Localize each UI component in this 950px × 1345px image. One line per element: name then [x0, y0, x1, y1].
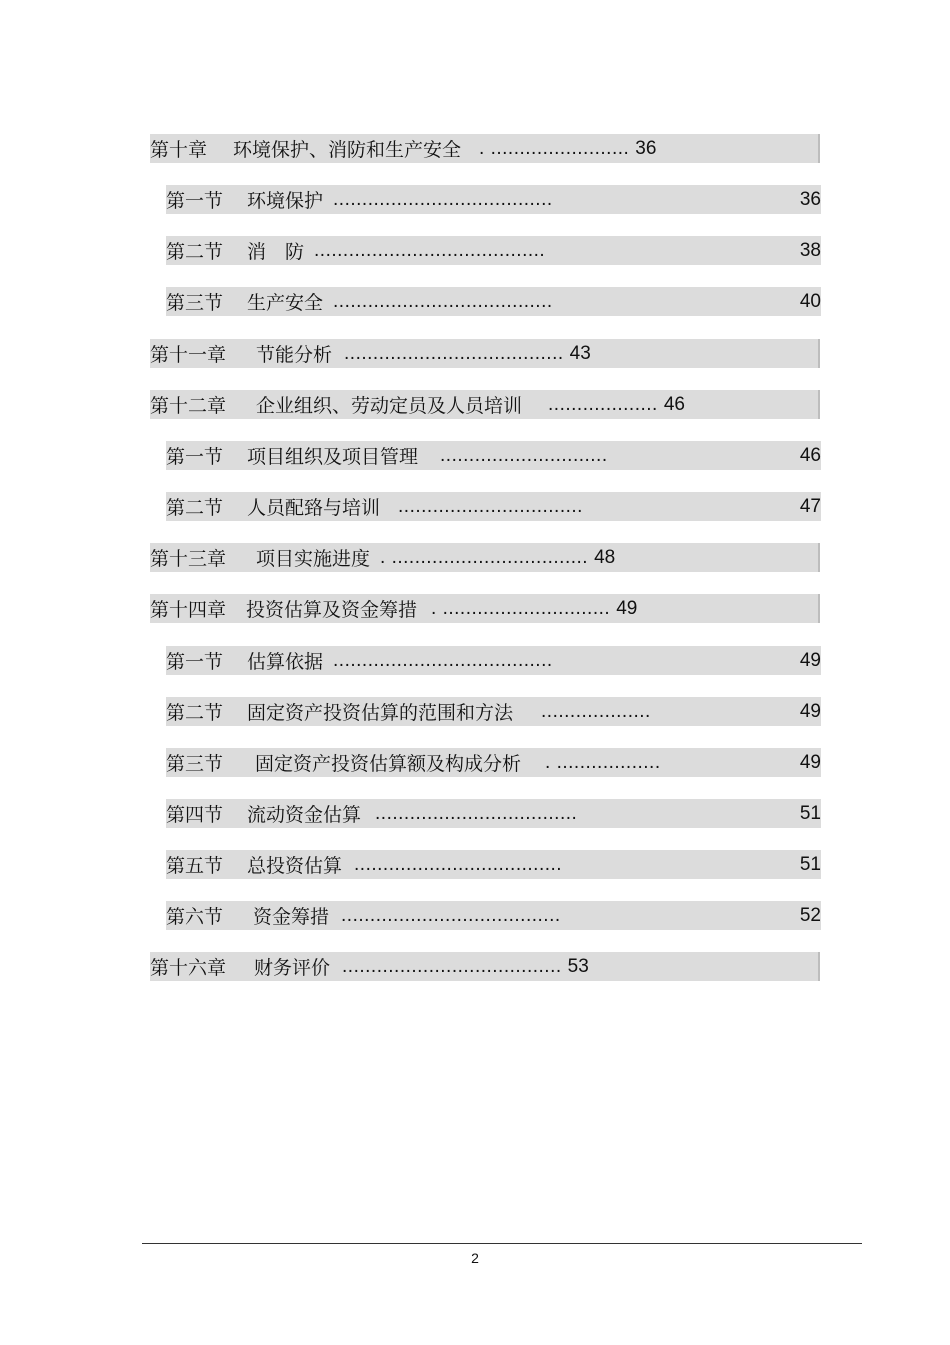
row-edge — [818, 543, 820, 572]
toc-section-title: 环境保护 — [247, 190, 324, 212]
toc-page-number: 49 — [616, 597, 638, 619]
toc-page-number: 40 — [799, 290, 821, 312]
toc-section-number: 第一节 — [166, 190, 224, 212]
toc-page-number: 52 — [799, 904, 821, 926]
toc-leader-dots: . ........................ — [479, 137, 630, 159]
toc-section-number: 第二节 — [166, 241, 224, 263]
toc-chapter-number: 第十三章 — [150, 548, 227, 570]
toc-chapter-title: 企业组织、劳动定员及人员培训 — [256, 395, 523, 417]
toc-section-number: 第五节 — [166, 855, 224, 877]
toc-chapter-number: 第十六章 — [150, 957, 227, 979]
row-edge — [818, 390, 820, 419]
toc-leader-dots: ...................................... — [342, 955, 562, 977]
toc-section-row[interactable] — [166, 748, 821, 777]
toc-page-number: 49 — [799, 751, 821, 773]
toc-section-number: 第六节 — [166, 906, 224, 928]
toc-leader-dots: ............................. — [440, 444, 608, 466]
toc-chapter-row[interactable] — [150, 543, 820, 572]
toc-chapter-title: 环境保护、消防和生产安全 — [233, 139, 462, 161]
toc-leader-dots: . .................. — [545, 751, 661, 773]
toc-section-number: 第一节 — [166, 446, 224, 468]
row-edge — [818, 952, 820, 981]
footer-page-number: 2 — [471, 1250, 479, 1266]
toc-leader-dots: ................................... — [375, 802, 578, 824]
toc-page-number: 38 — [799, 239, 821, 261]
toc-section-number: 第三节 — [166, 753, 224, 775]
toc-chapter-title: 节能分析 — [256, 344, 333, 366]
toc-leader-dots: ...................................... — [333, 188, 553, 210]
toc-section-row[interactable] — [166, 236, 821, 265]
toc-leader-dots: ...................................... — [341, 904, 561, 926]
toc-page-number: 48 — [594, 546, 616, 568]
toc-leader-dots: ...................................... — [344, 342, 564, 364]
toc-page-number: 46 — [663, 393, 685, 415]
toc-section-row[interactable] — [166, 799, 821, 828]
toc-leader-dots: ...................................... — [333, 290, 553, 312]
toc-section-number: 第二节 — [166, 702, 224, 724]
toc-section-row[interactable] — [166, 901, 821, 930]
toc-section-title: 固定资产投资估算的范围和方法 — [247, 702, 514, 724]
toc-section-row[interactable] — [166, 646, 821, 675]
toc-section-number: 第四节 — [166, 804, 224, 826]
toc-section-row[interactable] — [166, 697, 821, 726]
toc-section-row[interactable] — [166, 185, 821, 214]
toc-leader-dots: ........................................ — [314, 239, 546, 261]
toc-leader-dots: ...................................... — [333, 649, 553, 671]
toc-chapter-row[interactable] — [150, 594, 820, 623]
toc-page-number: 46 — [799, 444, 821, 466]
toc-page-number: 49 — [799, 700, 821, 722]
toc-chapter-number: 第十一章 — [150, 344, 227, 366]
toc-chapter-number: 第十章 — [150, 139, 208, 161]
toc-chapter-title: 投资估算及资金筹措 — [246, 599, 418, 621]
row-edge — [818, 594, 820, 623]
toc-section-title: 项目组织及项目管理 — [247, 446, 419, 468]
toc-section-title: 估算依据 — [247, 651, 324, 673]
toc-page-number: 36 — [635, 137, 657, 159]
toc-section-number: 第二节 — [166, 497, 224, 519]
toc-section-number: 第三节 — [166, 292, 224, 314]
toc-chapter-title: 财务评价 — [254, 957, 331, 979]
row-edge — [818, 134, 820, 163]
toc-section-row[interactable] — [166, 850, 821, 879]
toc-chapter-row[interactable] — [150, 134, 820, 163]
toc-section-number: 第一节 — [166, 651, 224, 673]
toc-section-row[interactable] — [166, 287, 821, 316]
toc-section-title: 人员配臵与培训 — [247, 497, 381, 519]
toc-chapter-row[interactable] — [150, 390, 820, 419]
toc-page-number: 43 — [569, 342, 591, 364]
toc-chapter-number: 第十四章 — [150, 599, 227, 621]
toc-page-number: 53 — [567, 955, 589, 977]
row-edge — [818, 339, 820, 368]
toc-section-title: 固定资产投资估算额及构成分析 — [255, 753, 522, 775]
toc-chapter-title: 项目实施进度 — [256, 548, 371, 570]
toc-leader-dots: .................................... — [354, 853, 563, 875]
toc-page-number: 47 — [799, 495, 821, 517]
toc-chapter-number: 第十二章 — [150, 395, 227, 417]
toc-page-number: 49 — [799, 649, 821, 671]
toc-page-number: 51 — [799, 802, 821, 824]
toc-leader-dots: . .................................. — [380, 546, 589, 568]
toc-section-title: 消 防 — [247, 241, 305, 263]
toc-leader-dots: ................................ — [398, 495, 583, 517]
toc-section-title: 总投资估算 — [247, 855, 343, 877]
toc-leader-dots: . ............................. — [431, 597, 611, 619]
toc-chapter-row[interactable] — [150, 339, 820, 368]
toc-section-title: 资金筹措 — [253, 906, 330, 928]
toc-leader-dots: ................... — [548, 393, 658, 415]
toc-chapter-row[interactable] — [150, 952, 820, 981]
toc-section-title: 生产安全 — [247, 292, 324, 314]
toc-section-row[interactable] — [166, 441, 821, 470]
toc-leader-dots: ................... — [541, 700, 651, 722]
toc-page-number: 51 — [799, 853, 821, 875]
toc-section-title: 流动资金估算 — [247, 804, 362, 826]
footer-rule — [142, 1243, 862, 1244]
toc-section-row[interactable] — [166, 492, 821, 521]
toc-page-number: 36 — [799, 188, 821, 210]
